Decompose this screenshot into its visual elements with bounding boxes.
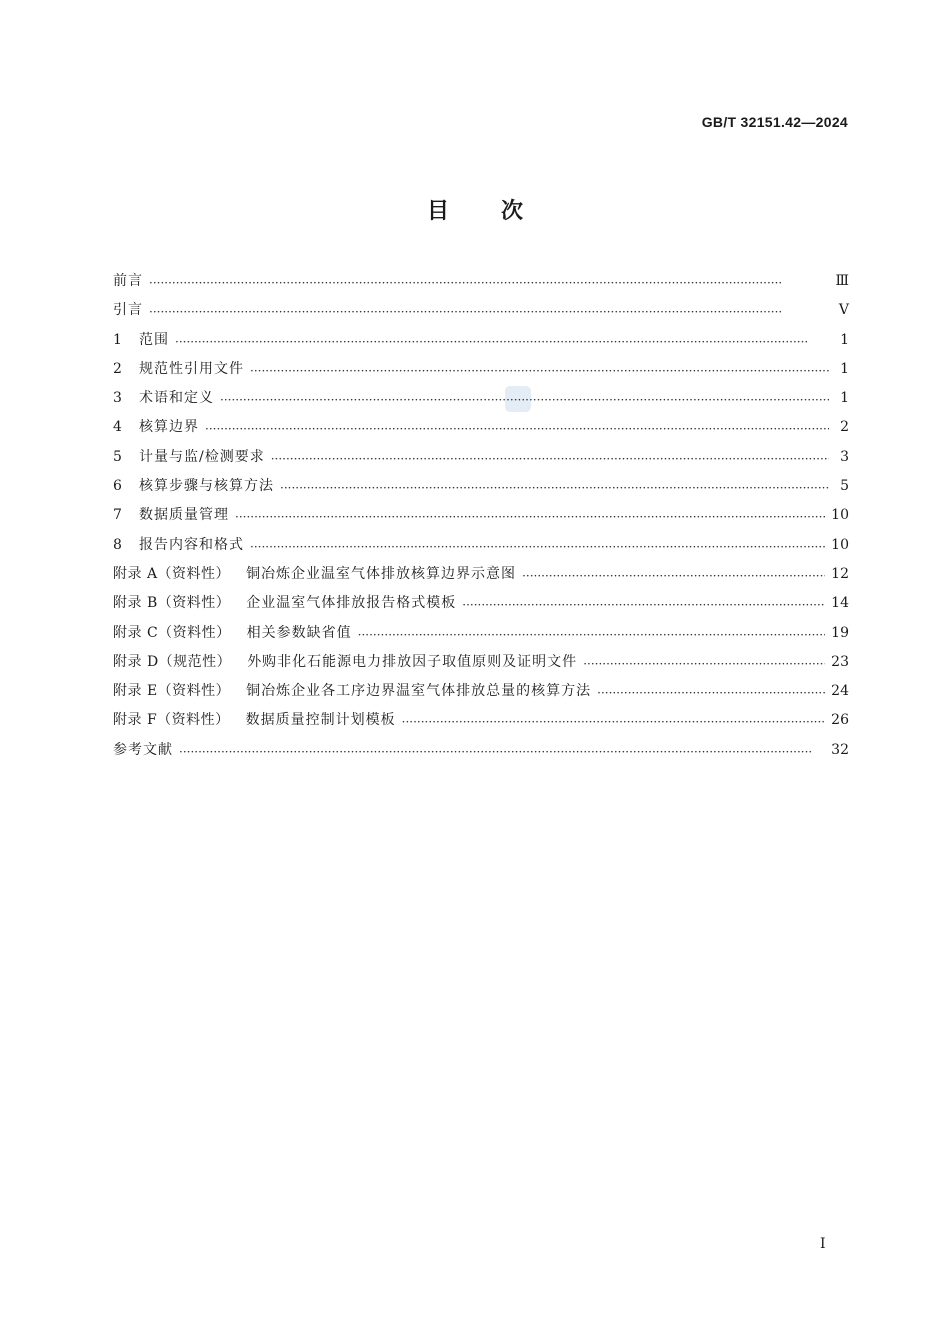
toc-entry-label: 范围: [139, 331, 169, 348]
toc-entry-number: 1: [113, 331, 122, 348]
page-number: I: [820, 1236, 826, 1252]
toc-entry-8[interactable]: [113, 534, 849, 563]
toc-leader-dots: [175, 334, 829, 348]
toc-entry-label: 核算边界: [139, 419, 199, 436]
toc-entry-appendix-d[interactable]: [113, 651, 849, 680]
toc-entry-label: 参考文献: [113, 741, 173, 758]
page-title: [0, 194, 950, 225]
toc-leader-dots: [597, 685, 825, 699]
toc-entry-number: 6: [113, 478, 122, 495]
toc-entry-label: 铜冶炼企业各工序边界温室气体排放总量的核算方法: [246, 683, 592, 700]
toc-entry-page: 1: [840, 360, 849, 377]
toc-entry-label: 数据质量管理: [139, 507, 229, 524]
toc-entry-page: 12: [831, 565, 849, 582]
toc-entry-page: 10: [831, 507, 849, 524]
toc-entry-appendix-e[interactable]: [113, 680, 849, 709]
toc-leader-dots: [462, 597, 825, 611]
toc-entry-label: 外购非化石能源电力排放因子取值原则及证明文件: [247, 653, 578, 670]
toc-entry-label: 核算步骤与核算方法: [139, 478, 274, 495]
toc-leader-dots: [149, 304, 829, 318]
toc-entry-label: 引言: [113, 302, 143, 319]
toc-entry-appendix-b[interactable]: [113, 592, 849, 621]
toc-entry-label: 报告内容和格式: [139, 536, 244, 553]
toc-entry-page: 10: [831, 536, 849, 553]
toc-appendix-head: 附录 C（资料性）: [113, 624, 231, 641]
toc-leader-dots: [402, 714, 826, 728]
toc-leader-dots: [179, 744, 825, 758]
toc-entry-page: 14: [831, 595, 849, 612]
toc-appendix-head: 附录 E（资料性）: [113, 683, 231, 700]
toc-entry-label: 计量与监/检测要求: [139, 448, 265, 465]
toc-entry-page: Ⅴ: [838, 302, 849, 319]
toc-entry-number: 8: [113, 536, 122, 553]
toc-entry-number: 7: [113, 507, 122, 524]
toc-leader-dots: [280, 480, 829, 494]
toc-entry-6[interactable]: [113, 475, 849, 504]
toc-leader-dots: [149, 275, 829, 289]
toc-entry-2[interactable]: [113, 358, 849, 387]
toc-entry-page: 24: [831, 683, 849, 700]
title-char-2: 次: [501, 199, 524, 224]
toc-entry-1[interactable]: [113, 329, 849, 358]
toc-entry-page: 2: [840, 419, 849, 436]
toc-entry-label: 相关参数缺省值: [246, 624, 352, 641]
toc-entry-number: 3: [113, 390, 122, 407]
toc-entry-foreword[interactable]: [113, 270, 849, 299]
toc-appendix-head: 附录 A（资料性）: [113, 565, 231, 582]
toc-entry-label: 数据质量控制计划模板: [245, 712, 396, 729]
toc-leader-dots: [271, 451, 829, 465]
toc-entry-5[interactable]: [113, 446, 849, 475]
title-char-1: 目: [426, 199, 449, 224]
toc-leader-dots: [250, 539, 825, 553]
toc-leader-dots: [205, 421, 829, 435]
toc-leader-dots: [220, 392, 829, 406]
table-of-contents: [113, 270, 849, 768]
toc-entry-number: 2: [113, 360, 122, 377]
toc-entry-4[interactable]: [113, 416, 849, 445]
toc-entry-references[interactable]: [113, 739, 849, 768]
toc-appendix-head: 附录 B（资料性）: [113, 595, 231, 612]
standard-number: GB/T 32151.42—2024: [701, 114, 848, 130]
toc-entry-page: 32: [831, 741, 849, 758]
toc-entry-page: 1: [840, 390, 849, 407]
toc-entry-appendix-f[interactable]: [113, 709, 849, 738]
toc-entry-label: 企业温室气体排放报告格式模板: [246, 595, 457, 612]
toc-entry-number: 4: [113, 419, 122, 436]
toc-entry-page: 3: [840, 448, 849, 465]
toc-entry-7[interactable]: [113, 504, 849, 533]
toc-leader-dots: [522, 568, 825, 582]
toc-entry-introduction[interactable]: [113, 299, 849, 328]
toc-entry-number: 5: [113, 448, 122, 465]
toc-entry-3[interactable]: [113, 387, 849, 416]
toc-entry-page: 5: [840, 478, 849, 495]
toc-entry-label: 规范性引用文件: [139, 360, 244, 377]
toc-entry-appendix-a[interactable]: [113, 563, 849, 592]
toc-leader-dots: [250, 363, 829, 377]
toc-entry-label: 术语和定义: [139, 390, 214, 407]
toc-entry-label: 铜冶炼企业温室气体排放核算边界示意图: [246, 565, 517, 582]
toc-entry-page: 19: [831, 624, 849, 641]
toc-entry-page: 26: [831, 712, 849, 729]
toc-entry-label: 前言: [113, 273, 143, 289]
toc-leader-dots: [235, 509, 825, 523]
toc-leader-dots: [358, 627, 826, 641]
toc-leader-dots: [583, 656, 825, 670]
toc-entry-page: 23: [831, 653, 849, 670]
toc-entry-page: Ⅲ: [835, 273, 849, 289]
toc-appendix-head: 附录 D（规范性）: [113, 653, 232, 670]
toc-appendix-head: 附录 F（资料性）: [113, 712, 230, 729]
toc-entry-appendix-c[interactable]: [113, 622, 849, 651]
toc-entry-page: 1: [840, 331, 849, 348]
